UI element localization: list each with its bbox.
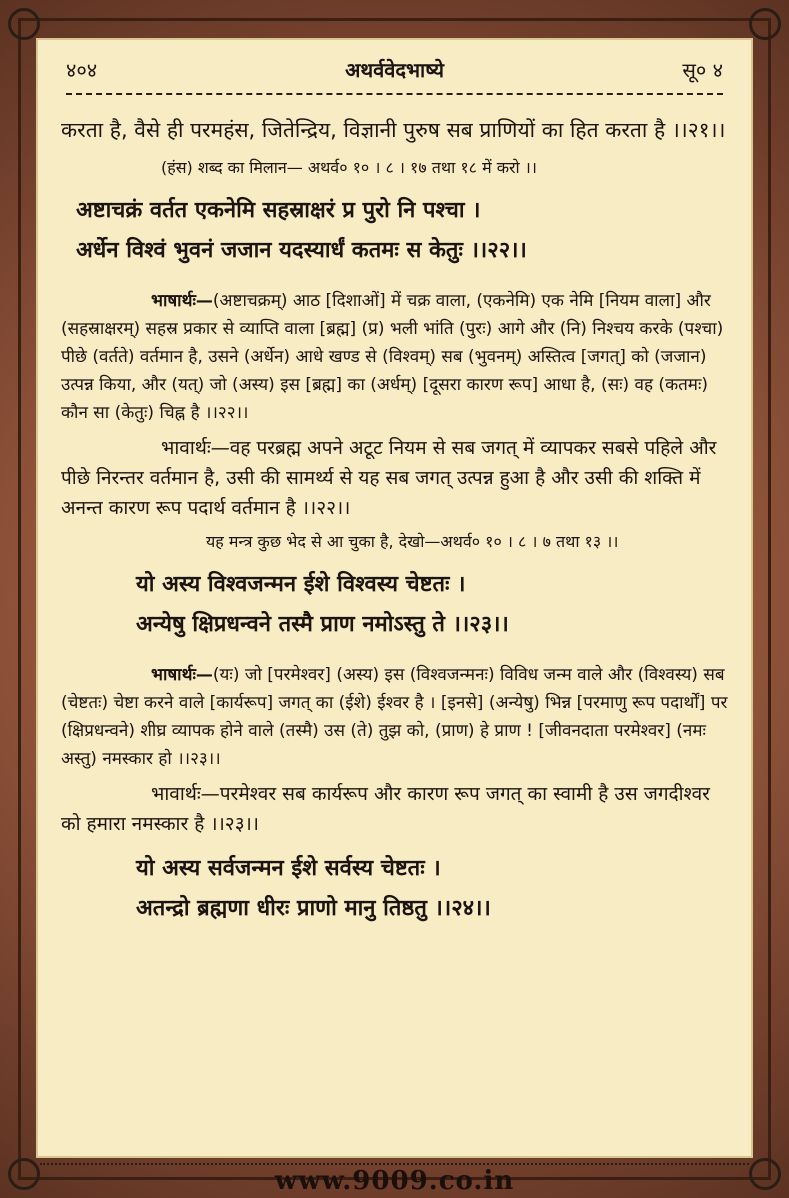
bhashya-text: (यः) जो [परमेश्वर] (अस्य) इस (विश्वजन्मनः) विविध जन्म वाले और (विश्वस्य) सब (चेष्टतः) चेष्टा करने वाले [कार्यरूप] जगत् का (ईशे) ईश्वर है । [इनसे] (अन्येषु) भिन्न [परमाणु रूप पदार्थों] पर (क्षिप्रधन्वने) शीघ्र व्यापक होने वाले (तस्मै) उस (ते) तुझ को, (प्राण) हे प्राण ! [जीवनदाता परमेश्वर] (नमः अस्तु) नमस्कार हो ।।२३।। bbox=[61, 665, 728, 769]
reference-note: यह मन्त्र कुछ भेद से आ चुका है, देखो—अथर्व० १० । ८ । ७ तथा १३ ।। bbox=[206, 532, 619, 551]
website-url: www.9009.co.in bbox=[274, 1166, 515, 1196]
bhashya-block bbox=[61, 287, 728, 427]
page-number: ४०४ bbox=[66, 58, 98, 82]
bhashya-block bbox=[61, 661, 728, 773]
corner-ornament-icon bbox=[749, 8, 781, 40]
bhashya-label: भाषार्थः— bbox=[151, 291, 213, 311]
mantra-line: अर्धेन विश्वं भुवनं जजान यदस्यार्धं कतमः स केतुः ।।२२।। bbox=[76, 238, 527, 263]
mantra-line: अन्येषु क्षिप्रधन्वने तस्मै प्राण नमोऽस्तु ते ।।२३।। bbox=[136, 612, 509, 637]
book-page bbox=[36, 38, 753, 1158]
sukta-number: सू० ४ bbox=[682, 58, 723, 82]
bhashya-label: भाषार्थः— bbox=[151, 665, 213, 685]
spacer bbox=[61, 839, 728, 849]
book-title: अथर्ववेदभाष्ये bbox=[345, 58, 444, 82]
header-divider bbox=[66, 93, 723, 95]
bhavartha-text: वह परब्रह्म अपने अटूट नियम से सब जगत् में व्यापकर सबसे पहिले और पीछे निरन्तर वर्तमान है, उसी की सामर्थ्य से यह सब जगत् उत्पन्न हुआ है और उसी की शक्ति में अनन्त कारण रूप पदार्थ वर्तमान है ।।२२।। bbox=[61, 437, 717, 519]
corner-ornament-icon bbox=[8, 8, 40, 40]
bhavartha-text: परमेश्वर सब कार्यरूप और कारण रूप जगत् का स्वामी है उस जगदीश्वर को हमारा नमस्कार है ।।२३।। bbox=[61, 783, 710, 835]
continuation-paragraph: करता है, वैसे ही परमहंस, जितेन्द्रिय, विज्ञानी पुरुष सब प्राणियों का हित करता है ।।२१।। bbox=[61, 118, 726, 142]
bhavartha-block bbox=[61, 433, 728, 523]
page-content bbox=[61, 113, 728, 929]
page-header bbox=[66, 56, 723, 90]
bhavartha-block bbox=[61, 779, 728, 839]
bhavartha-label: भावार्थः— bbox=[161, 437, 230, 459]
reference-note: (हंस) शब्द का मिलान— अथर्व० १० । ८ । १७ तथा १८ में करो ।। bbox=[161, 158, 537, 177]
mantra-line: अष्टाचक्रं वर्तत एकनेमि सहस्राक्षरं प्र पुरो नि पश्चा । bbox=[76, 198, 481, 223]
bhavartha-label: भावार्थः— bbox=[151, 783, 220, 805]
mantra-line: यो अस्य विश्वजन्मन ईशे विश्वस्य चेष्टतः । bbox=[136, 572, 466, 597]
mantra-line: अतन्द्रो ब्रह्मणा धीरः प्राणो मानु तिष्ठतु ।।२४।। bbox=[136, 896, 491, 921]
mantra-line: यो अस्य सर्वजन्मन ईशे सर्वस्य चेष्टतः । bbox=[136, 856, 441, 881]
bhashya-text: (अष्टाचक्रम्) आठ [दिशाओं] में चक्र वाला, (एकनेमि) एक नेमि [नियम वाला] और (सहस्राक्षरम्) सहस्र प्रकार से व्याप्ति वाला [ब्रह्म] (प्र) भली भांति (पुरः) आगे और (नि) निश्चय करके (पश्चा) पीछे (वर्तते) वर्तमान है, उसने (अर्धेन) आधे खण्ड से (विश्वम्) सब (भुवनम्) अस्तित्व [जगत्] को (जजान) उत्पन्न किया, और (यत्) जो (अस्य) इस [ब्रह्म] का (अर्धम्) [दूसरा कारण रूप] आधा है, (सः) वह (कतमः) कौन सा (केतुः) चिह्न है ।।२२।। bbox=[61, 291, 724, 423]
